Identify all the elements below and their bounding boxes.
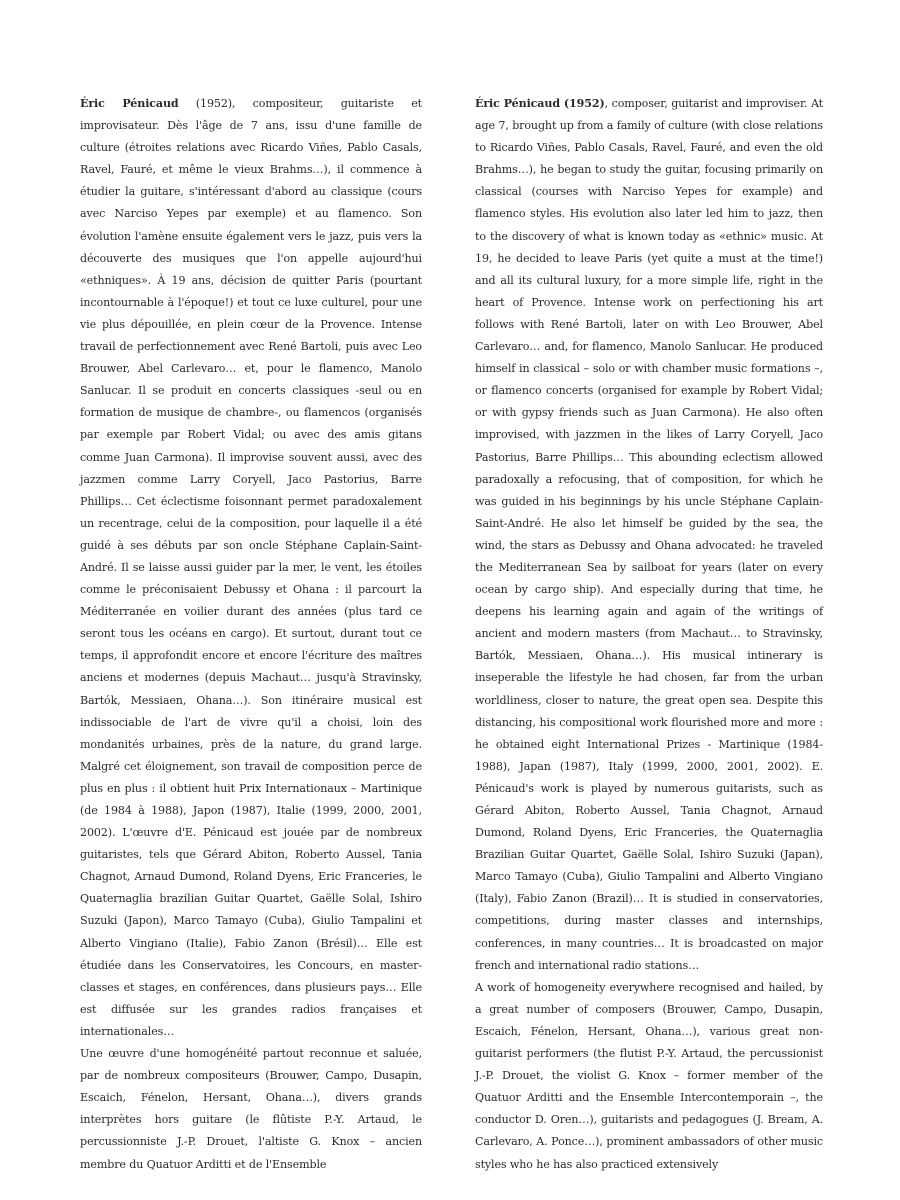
french-biography-column	[80, 93, 422, 1176]
english-paragraph-1-text: , composer, guitarist and improviser. At age 7, brought up from a family of culture (with close relations to Ricardo Viñes, Pablo Casals, Ravel, Fauré, and even the old Brahms…), he began to study the guitar, focusing primarily on classical (courses with Narciso Yepes for example) and flamenco styles. His evolution also later led him to jazz, then to the discovery of what is known today as «ethnic» music. At 19, he decided to leave Paris (yet quite a must at the time!) and all its cultural luxury, for a more simple life, right in the heart of Provence. Intense work on perfectioning his art follows with René Bartoli, later on with Leo Brouwer, Abel Carlevaro… and, for flamenco, Manolo Sanlucar. He produced himself in classical – solo or with chamber music formations –, or flamenco concerts (organised for example by Robert Vidal; or with gypsy friends such as Juan Carmona). He also often improvised, with jazzmen in the likes of Larry Coryell, Jaco Pastorius, Barre Phillips… This abounding eclectism allowed paradoxally a refocusing, that of composition, for which he was guided in his beginnings by his uncle Stéphane Caplain-Saint-André. He also let himself be guided by the sea, the wind, the stars as Debussy and Ohana advocated: he traveled the Mediterranean Sea by sailboat for years (later on every ocean by cargo ship). And especially during that time, he deepens his learning again and again of the writings of ancient and modern masters (from Machaut… to Stravinsky, Bartók, Messiaen, Ohana…). His musical intinerary is inseperable the lifestyle he had chosen, far from the urban worldliness, closer to nature, the great open sea. Despite this distancing, his compositional work flourished more and more : he obtained eight International Prizes - Martinique (1984-1988), Japan (1987), Italy (1999, 2000, 2001, 2002). E. Pénicaud's work is played by numerous guitarists, such as Gérard Abiton, Roberto Aussel, Tania Chagnot, Arnaud Dumond, Roland Dyens, Eric Franceries, the Quaternaglia Brazilian Guitar Quartet, Gaëlle Solal, Ishiro Suzuki (Japan), Marco Tamayo (Cuba), Giulio Tampalini and Alberto Vingiano (Italy), Fabio Zanon (Brazil)… It is studied in conservatories, competitions, during master classes and internships, conferences, in many countries… It is broadcasted on major french and international radio stations…	[475, 97, 823, 972]
english-paragraph-1	[475, 93, 823, 977]
french-paragraph-2: Une œuvre d'une homogénéité partout reconnue et saluée, par de nombreux compositeurs (Brouwer, Campo, Dusapin, Escaich, Fénelon, Hersant, Ohana…), divers grands interprètes hors guitare (le flûtiste P.-Y. Artaud, le percussionniste J.-P. Drouet, l'altiste G. Knox – ancien membre du Quatuor Arditti et de l'Ensemble	[80, 1047, 422, 1171]
french-paragraph-1-text: (1952), compositeur, guitariste et improvisateur. Dès l'âge de 7 ans, issu d'une famille de culture (étroites relations avec Ricardo Viñes, Pablo Casals, Ravel, Fauré, et même le vieux Brahms…), il commence à étudier la guitare, s'intéressant d'abord au classique (cours avec Narciso Yepes par exemple) et au flamenco. Son évolution l'amène ensuite également vers le jazz, puis vers la découverte des musiques que l'on appelle aujourd'hui «ethniques». À 19 ans, décision de quitter Paris (pourtant incontournable à l'époque!) et tout ce luxe culturel, pour une vie plus dépouillée, en plein cœur de la Provence. Intense travail de perfectionnement avec René Bartoli, puis avec Leo Brouwer, Abel Carlevaro… et, pour le flamenco, Manolo Sanlucar. Il se produit en concerts classiques -seul ou en formation de musique de chambre-, ou flamencos (organisés par exemple par Robert Vidal; ou avec des amis gitans comme Juan Carmona). Il improvise souvent aussi, avec des jazzmen comme Larry Coryell, Jaco Pastorius, Barre Phillips… Cet éclectisme foisonnant permet paradoxalement un recentrage, celui de la composition, pour laquelle il a été guidé à ses débuts par son oncle Stéphane Caplain-Saint-André. Il se laisse aussi guider par la mer, le vent, les étoiles comme le préconisaient Debussy et Ohana : il parcourt la Méditerranée en voilier durant des années (plus tard ce seront tous les océans en cargo). Et surtout, durant tout ce temps, il approfondit encore et encore l'écriture des maîtres anciens et modernes (depuis Machaut… jusqu'à Stravinsky, Bartók, Messiaen, Ohana…). Son itinéraire musical est indissociable de l'art de vivre qu'il a choisi, loin des mondanités urbaines, près de la nature, du grand large. Malgré cet éloignement, son travail de composition perce de plus en plus : il obtient huit Prix Internationaux – Martinique (de 1984 à 1988), Japon (1987), Italie (1999, 2000, 2001, 2002). L'œuvre d'E. Pénicaud est jouée par de nombreux guitaristes, tels que Gérard Abiton, Roberto Aussel, Tania Chagnot, Arnaud Dumond, Roland Dyens, Eric Franceries, le Quaternaglia brazilian Guitar Quartet, Gaëlle Solal, Ishiro Suzuki (Japon), Marco Tamayo (Cuba), Giulio Tampalini et Alberto Vingiano (Italie), Fabio Zanon (Brésil)… Elle est étudiée dans les Conservatoires, les Concours, en master-classes et stages, en conférences, dans plusieurs pays… Elle est diffusée sur les grandes radios françaises et internationales…	[80, 97, 422, 1038]
composer-name-english: Éric Pénicaud (1952)	[475, 97, 605, 110]
english-biography-column	[475, 93, 823, 1176]
french-paragraph-1	[80, 93, 422, 1043]
composer-name-french: Éric Pénicaud	[80, 97, 179, 110]
english-paragraph-2: A work of homogeneity everywhere recognised and hailed, by a great number of composers (Brouwer, Campo, Dusapin, Escaich, Fénelon, Hersant, Ohana…), various great non-guitarist performers (the flutist P.-Y. Artaud, the percussionist J.-P. Drouet, the violist G. Knox – former member of the Quatuor Arditti and the Ensemble Intercontemporain –, the conductor D. Oren…), guitarists and pedagogues (J. Bream, A. Carlevaro, A. Ponce…), prominent ambassadors of other music styles who he has also practiced extensively	[475, 980, 823, 1171]
